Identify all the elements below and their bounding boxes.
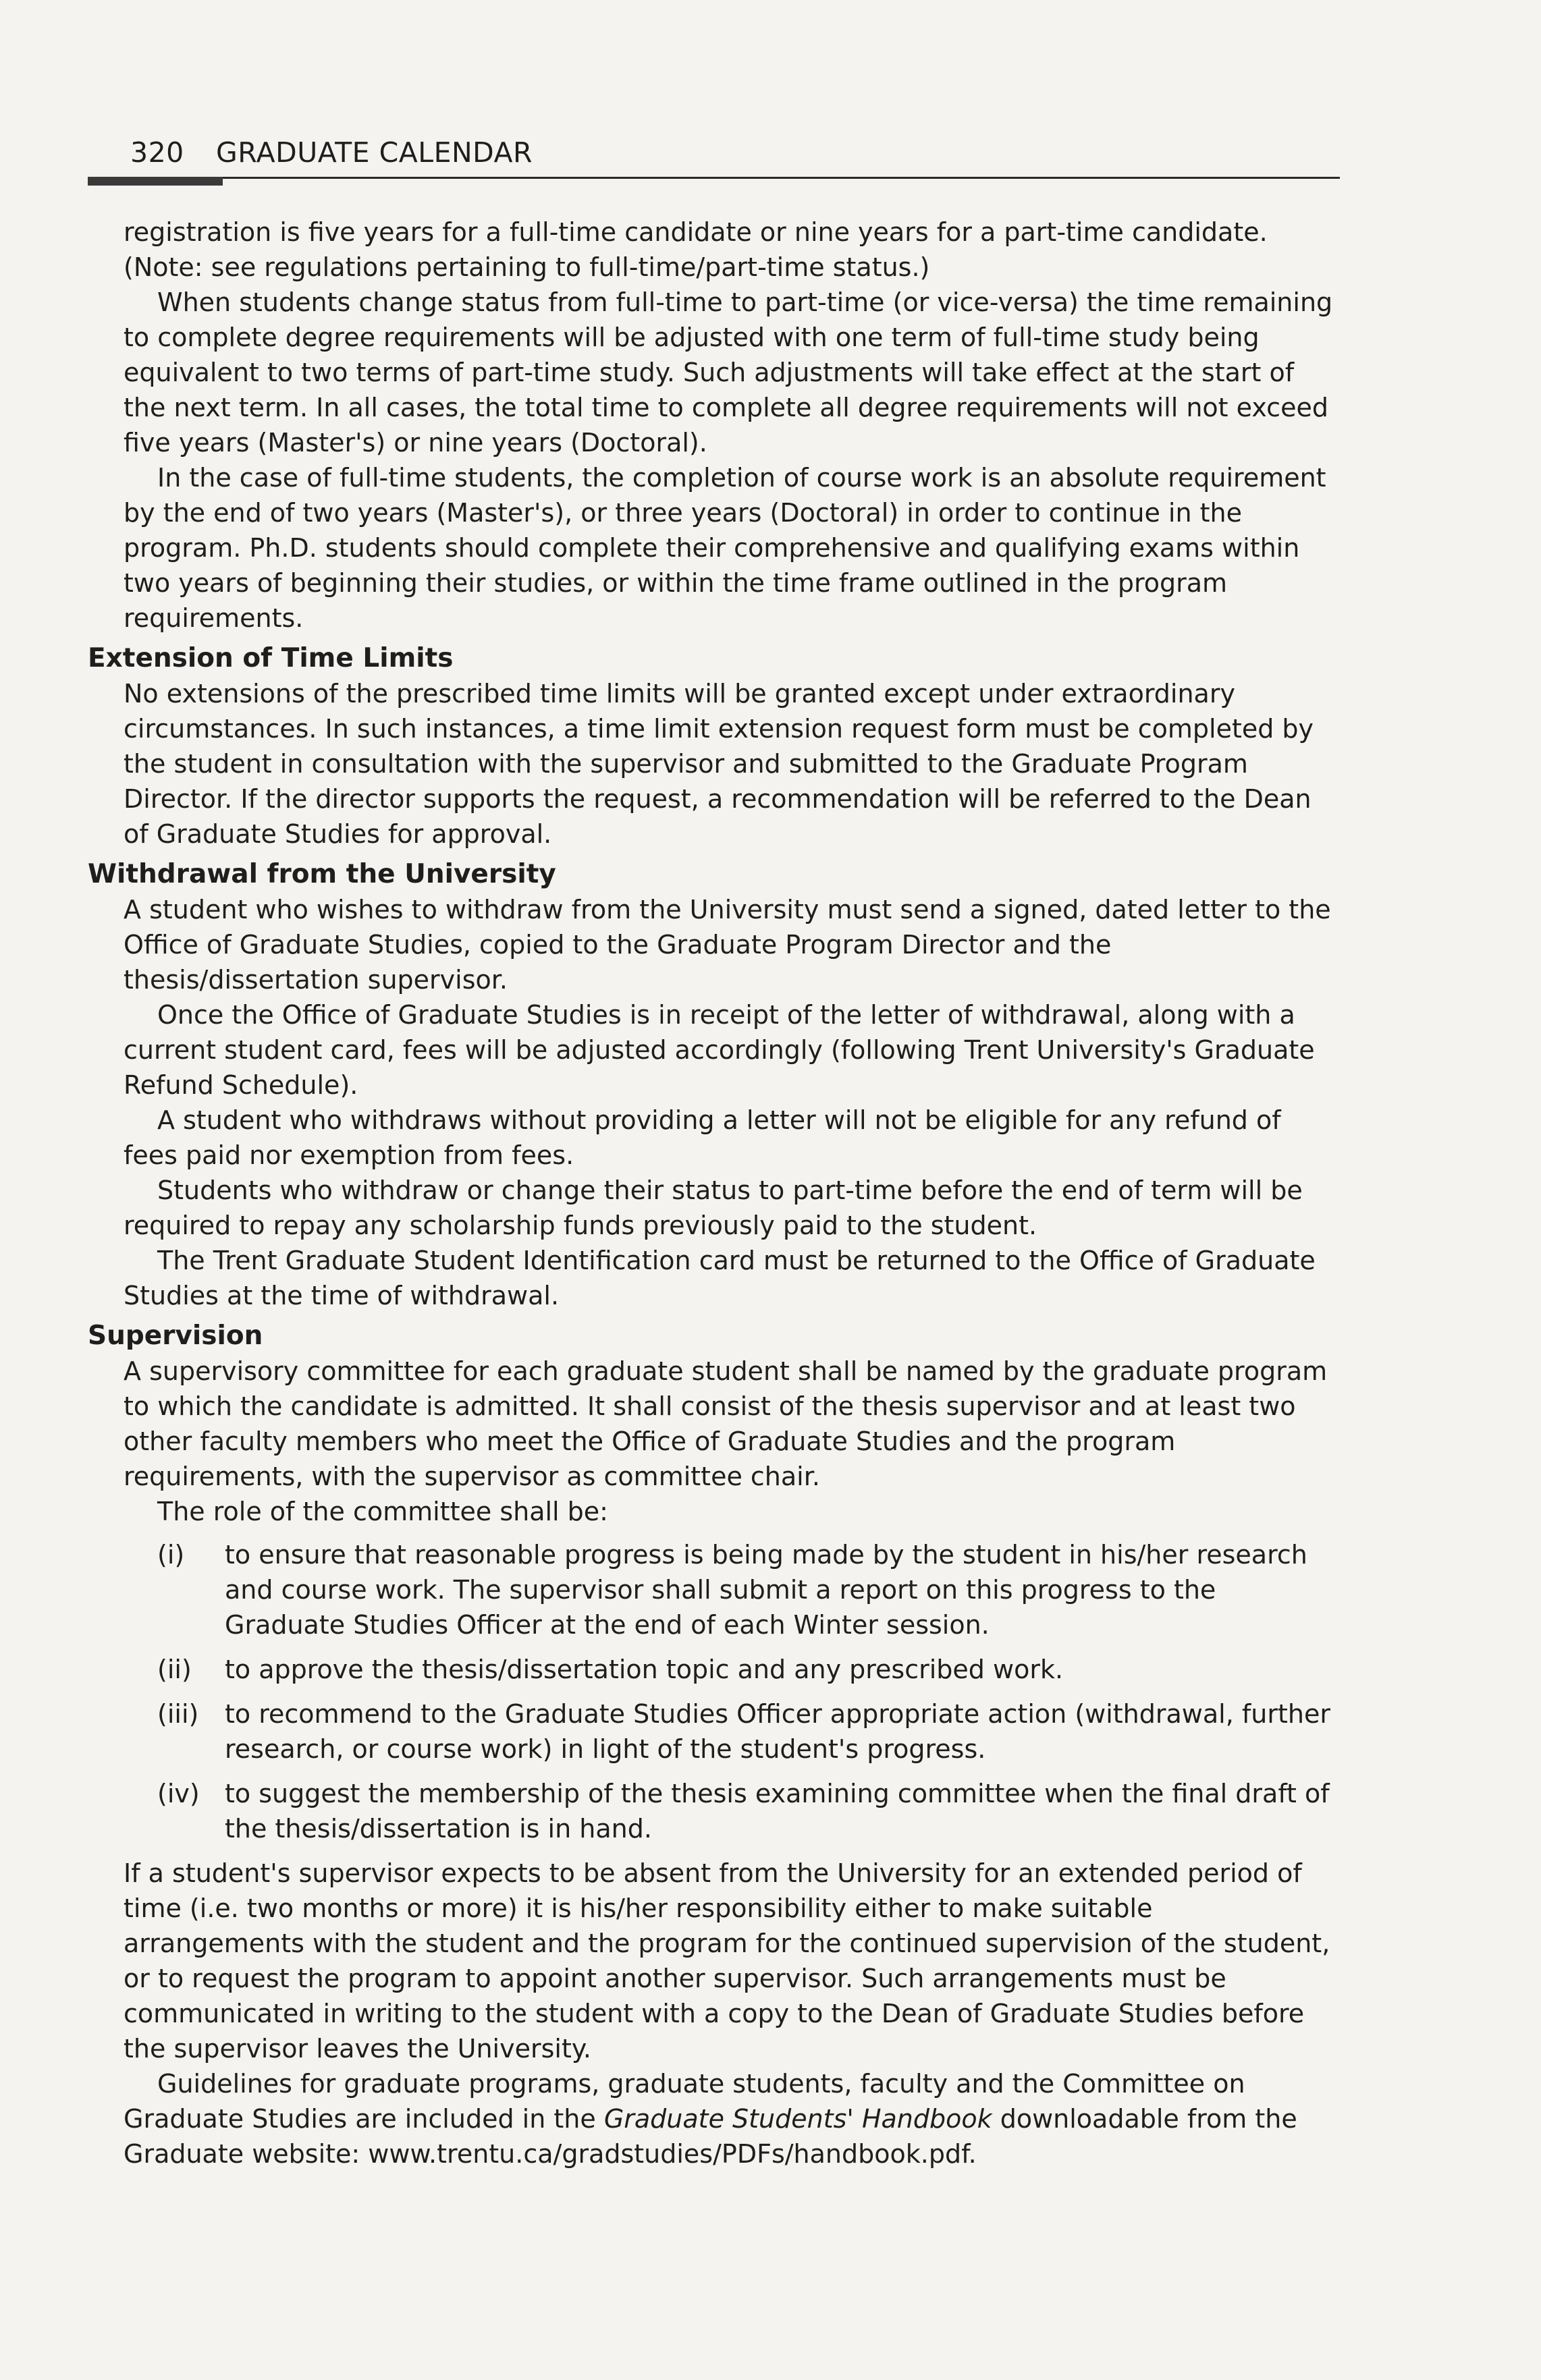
- list-item-text: to suggest the membership of the thesis examining committee when the final draft of the thesis/dissertation is in hand.: [225, 1779, 1330, 1844]
- handbook-title: Graduate Students' Handbook: [603, 2104, 992, 2134]
- withdrawal-paragraph-5: The Trent Graduate Student Identification card must be returned to the Office of Graduate Studies at the time of withdrawal.: [124, 1246, 1316, 1310]
- intro-paragraph-3: In the case of full-time students, the completion of course work is an absolute requirement by the end of two years (Master's), or three years (Doctoral) in order to continue in the program. Ph.D. students should complete their comprehensive and qualifying exams within two years of beginning their studies, or within the time frame outlined in the program requirements.: [124, 463, 1326, 633]
- list-item: [88, 1652, 1340, 1687]
- list-item: [88, 1776, 1340, 1846]
- list-item-text: to ensure that reasonable progress is being made by the student in his/her research and course work. The supervisor shall submit a report on this progress to the Graduate Studies Officer at the end of each Winter session.: [225, 1540, 1307, 1640]
- list-item-number: (i): [157, 1540, 185, 1570]
- supervision-paragraph-3: If a student's supervisor expects to be absent from the University for an extended period of time (i.e. two months or more) it is his/her responsibility either to make suitable arrangements with the student and the program for the continued supervision of the student, or to request the program to appoint another supervisor. Such arrangements must be communicated in writing to the student with a copy to the Dean of Graduate Studies before the supervisor leaves the University.: [124, 1858, 1330, 2064]
- running-header: [88, 132, 1336, 173]
- running-title: GRADUATE CALENDAR: [216, 136, 533, 169]
- intro-paragraph-1: registration is five years for a full-time candidate or nine years for a part-time candidate. (Note: see regulations pertaining to full-time/part-time status.): [124, 217, 1268, 282]
- list-item-text: to recommend to the Graduate Studies Officer appropriate action (withdrawal, further research, or course work) in light of the student's progress.: [225, 1699, 1330, 1764]
- withdrawal-paragraph-3: A student who withdraws without providing a letter will not be eligible for any refund of fees paid nor exemption from fees.: [124, 1105, 1281, 1170]
- withdrawal-paragraph-1: A student who wishes to withdraw from the University must send a signed, dated letter to the Office of Graduate Studies, copied to the Graduate Program Director and the thesis/dissertation supervisor.: [124, 895, 1331, 995]
- supervision-paragraph-4: [124, 2066, 1340, 2171]
- list-item: [88, 1537, 1340, 1642]
- committee-role-list: [88, 1537, 1340, 1846]
- handbook-download-text: downloadable from the Graduate website: www.trentu.ca/gradstudies/PDFs/handbook.pdf.: [124, 2104, 1297, 2169]
- guidelines-text: Guidelines for graduate programs, graduate students, faculty and the Committee on Graduate Studies are included in the: [124, 2069, 1245, 2134]
- list-item: [88, 1696, 1340, 1767]
- withdrawal-paragraph-4: Students who withdraw or change their status to part-time before the end of term will be required to repay any scholarship funds previously paid to the student.: [124, 1175, 1303, 1240]
- list-item-number: (iv): [157, 1779, 200, 1808]
- list-item-text: to approve the thesis/dissertation topic and any prescribed work.: [225, 1655, 1064, 1684]
- withdrawal-paragraph-2: Once the Office of Graduate Studies is in receipt of the letter of withdrawal, along with a current student card, fees will be adjusted accordingly (following Trent University's Graduate Refund Schedule).: [124, 1000, 1315, 1100]
- intro-paragraph-2: When students change status from full-time to part-time (or vice-versa) the time remaining to complete degree requirements will be adjusted with one term of full-time study being equivalent to two terms of part-time study. Such adjustments will take effect at the start of the next term. In all cases, the total time to complete all degree requirements will not exceed five years (Master's) or nine years (Doctoral).: [124, 287, 1333, 458]
- section-heading-withdrawal: Withdrawal from the University: [88, 859, 556, 889]
- list-item-number: (iii): [157, 1699, 199, 1729]
- header-rule-accent: [88, 177, 223, 186]
- page-number: 320: [130, 136, 184, 169]
- section-heading-supervision: Supervision: [88, 1321, 263, 1351]
- list-item-number: (ii): [157, 1655, 192, 1684]
- section-heading-extension: Extension of Time Limits: [88, 643, 454, 673]
- body-text: [88, 215, 1340, 2171]
- header-rule: [88, 177, 1340, 179]
- extension-paragraph-1: No extensions of the prescribed time limits will be granted except under extraordinary circumstances. In such instances, a time limit extension request form must be completed by the student in consultation with the supervisor and submitted to the Graduate Program Director. If the director supports the request, a recommendation will be referred to the Dean of Graduate Studies for approval.: [124, 679, 1314, 849]
- supervision-paragraph-1: A supervisory committee for each graduate student shall be named by the graduate program to which the candidate is admitted. It shall consist of the thesis supervisor and at least two other faculty members who meet the Office of Graduate Studies and the program requirements, with the supervisor as committee chair.: [124, 1356, 1328, 1491]
- supervision-paragraph-2: The role of the committee shall be:: [157, 1497, 608, 1526]
